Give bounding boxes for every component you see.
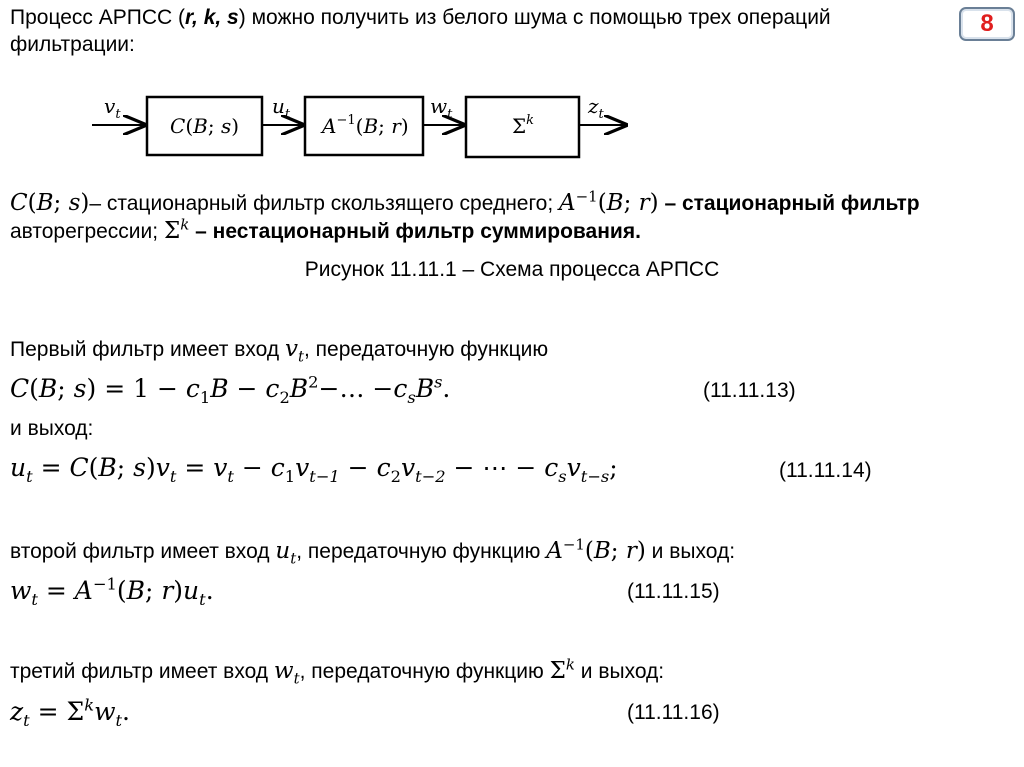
equation-11-11-16: $z_t = \Sigma^kw_t$. <box>10 695 130 730</box>
second-filter-line: второй фильтр имеет вход $u_t$, передаточную функцию $A^{-1}(B$; r) и выход: <box>10 535 736 568</box>
intro-line-2: фильтрации: <box>10 33 135 56</box>
first-filter-text: Первый фильтр имеет вход <box>10 338 285 361</box>
block1-label: C(B; s) <box>170 114 240 138</box>
math-A-inverse: $A^{-1}$ <box>559 187 598 216</box>
first-filter-line <box>10 336 549 366</box>
equation-11-11-13: C(B; $s) = 1 - c_1B$ − $c_2B^2-\dots -c_sB^s$. <box>10 372 451 407</box>
first-filter-text-2: , передаточную функцию <box>303 338 549 361</box>
description-text-2: – стационарный фильтр <box>658 192 920 215</box>
math-v-t: $v_t$ <box>284 336 304 366</box>
description-text-4: – нестационарный фильтр суммирования. <box>189 220 641 243</box>
third-filter-line: третий фильтр имеет вход $w_t$, передаточную функцию $\Sigma^k$ и выход: <box>10 655 665 688</box>
diagram-input-label: $v_t$ <box>104 94 121 122</box>
page-number-badge: 8 <box>959 7 1015 41</box>
equation-11-11-14: $u_t = C(B$; $s)v_t = v_t - c_1v_{t-1} - c_2v_{t-2}$ − ⋯ − $c_sv_{t-s}$; <box>10 453 618 486</box>
diagram-link1-label: $u_t$ <box>272 94 291 122</box>
second-filter-text-3: и выход: <box>645 540 736 563</box>
intro-text: Процесс АРПСС ( <box>10 6 186 29</box>
math-C: C <box>10 190 28 216</box>
second-filter-text: второй фильтр имеет вход <box>10 540 276 563</box>
third-filter-text: третий фильтр имеет вход <box>10 660 274 683</box>
intro-text-2: ) можно получить из белого шума с помощью трех операций <box>238 6 831 29</box>
math-w-t: $w_t$ <box>273 658 300 688</box>
diagram-output-label: $z_t$ <box>588 94 604 122</box>
figure-caption: Рисунок 11.11.1 – Схема процесса АРПСС <box>304 258 720 281</box>
description-line-2 <box>10 215 641 245</box>
description-line-1: C(B; s)– стационарный фильтр скользящего среднего; $A^{-1}(B$; r) – стационарный фильтр <box>10 187 920 216</box>
block3-label: $\Sigma^k$ <box>512 113 535 138</box>
eq-number-15: (11.11.15) <box>627 580 720 603</box>
block-diagram <box>90 85 650 175</box>
third-filter-text-2: , передаточную функцию <box>299 660 550 683</box>
math-u-t: $u_t$ <box>275 538 297 568</box>
equation-11-11-15: $w_t = A^{-1}(B$; $r)u_t$. <box>10 574 214 609</box>
eq-number-14: (11.11.14) <box>779 459 872 482</box>
math-sigma-k: $\Sigma^k$ <box>163 215 190 244</box>
second-filter-text-2: , передаточную функцию <box>296 540 547 563</box>
diagram-link2-label: $w_t$ <box>430 94 453 122</box>
first-output-label: и выход: <box>10 417 94 440</box>
eq-number-13: (11.11.13) <box>703 379 796 402</box>
description-text-3: авторегрессии; <box>10 220 164 243</box>
description-text-1: – стационарный фильтр скользящего среднего; <box>89 192 560 215</box>
eq-number-16: (11.11.16) <box>627 701 720 724</box>
intro-line-1 <box>10 5 831 31</box>
intro-params: r, k, s <box>185 6 239 29</box>
third-filter-text-3: и выход: <box>574 660 665 683</box>
block2-label: $A^{-1}(B$; r) <box>322 113 409 138</box>
